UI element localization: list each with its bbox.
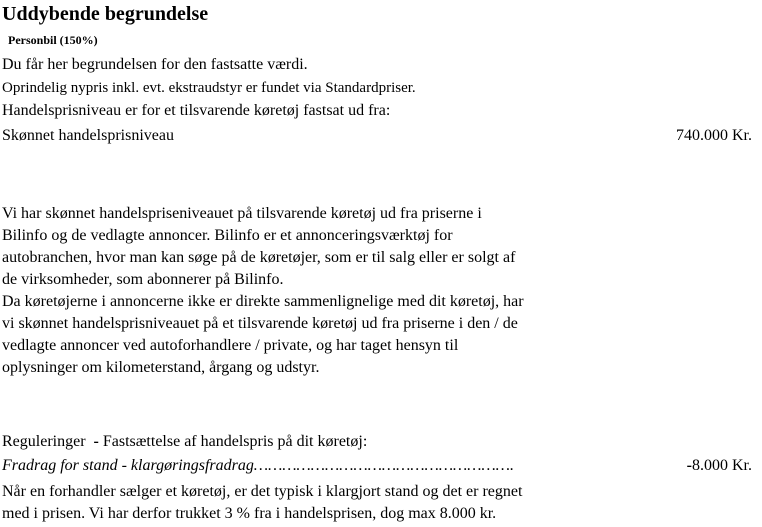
- deduction-note-line: Når en forhandler sælger et køretøj, er det typisk i klargjort stand og det er regnet: [2, 483, 523, 500]
- adjustments-title-dash: -: [93, 433, 99, 450]
- intro-line-2: Oprindelig nypris inkl. evt. ekstraudstyr er fundet via Standardpriser.: [2, 80, 416, 96]
- explanation-line: Bilinfo og de vedlagte annoncer. Bilinfo er et annonceringsværktøj for: [2, 227, 453, 244]
- page-title: Uddybende begrundelse: [2, 3, 209, 25]
- vehicle-category: Personbil (150%): [8, 33, 98, 47]
- explanation-paragraph: [2, 203, 642, 379]
- estimated-price-amount: 740.000 Kr.: [676, 127, 752, 144]
- adjustments-title-prefix: Reguleringer: [2, 433, 86, 450]
- explanation-line: Vi har skønnet handelspriseniveauet på tilsvarende køretøj ud fra priserne i: [2, 205, 482, 222]
- adjustments-title-rest: Fastsættelse af handelspris på dit køretøj:: [102, 433, 368, 450]
- deduction-note-line: med i prisen. Vi har derfor trukket 3 % fra i handelsprisen, dog max 8.000 kr.: [2, 505, 497, 522]
- deduction-sign: -: [686, 457, 692, 474]
- explanation-line: oplysninger om kilometerstand, årgang og udstyr.: [2, 359, 320, 376]
- explanation-line: vedlagte annoncer ved autoforhandlere / private, og har taget hensyn til: [2, 337, 459, 354]
- explanation-line: Da køretøjerne i annoncerne ikke er direkte sammenlignelige med dit køretøj, har: [2, 293, 524, 310]
- explanation-line: autobranchen, hvor man kan søge på de køretøjer, som er til salg eller er solgt af: [2, 249, 516, 266]
- deduction-amount-value: 8.000 Kr.: [692, 457, 752, 474]
- estimated-price-label: Skønnet handelsprisniveau: [2, 127, 174, 144]
- deduction-label: [2, 457, 514, 475]
- explanation-line: de virksomheder, som abonnerer på Bilinfo.: [2, 271, 284, 288]
- intro-line-3: Handelsprisniveau er for et tilsvarende køretøj fastsat ud fra:: [2, 102, 391, 119]
- deduction-amount: [687, 457, 752, 475]
- intro-line-1: Du får her begrundelsen for den fastsatte værdi.: [2, 56, 308, 73]
- deduction-note: [2, 481, 642, 525]
- deduction-leader-dots: ……………………………………………….: [253, 457, 514, 474]
- adjustments-title: [2, 433, 367, 451]
- deduction-label-text: Fradrag for stand - klargøringsfradrag: [2, 457, 254, 474]
- explanation-line: vi skønnet handelsprisniveauet på et tilsvarende køretøj ud fra priserne i den / de: [2, 315, 518, 332]
